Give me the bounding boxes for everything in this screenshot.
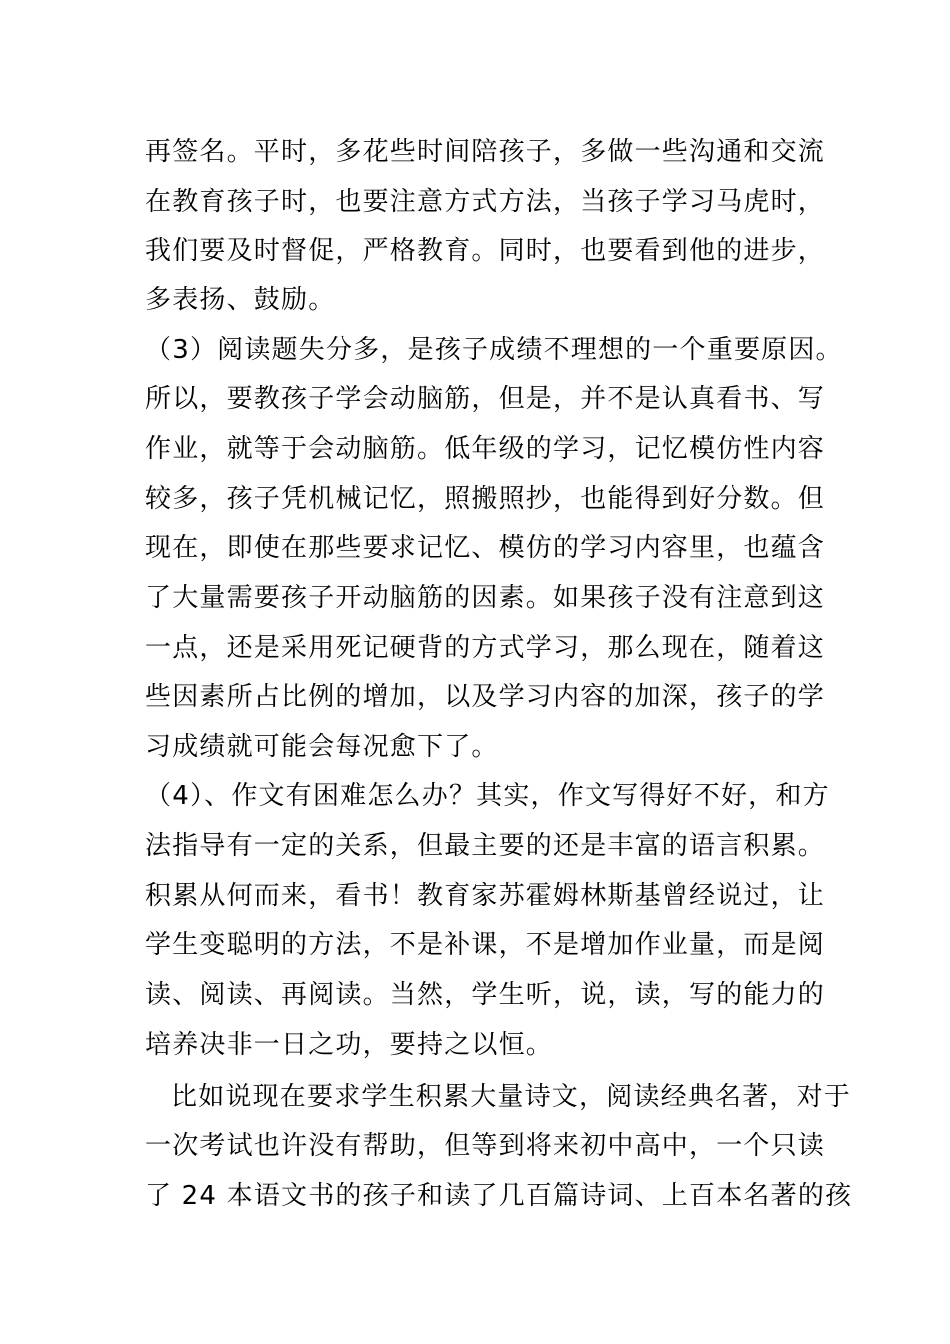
text-line: 积累从何而来，看书！教育家苏霍姆林斯基曾经说过，让	[145, 881, 826, 911]
text-line: 比如说现在要求学生积累大量诗文，阅读经典名著，对于	[171, 1082, 852, 1112]
text-line: （4）、作文有困难怎么办？其实，作文写得好不好，和方	[145, 781, 830, 811]
text-line: 多表扬、鼓励。	[145, 285, 336, 315]
text-line: 法指导有一定的关系，但最主要的还是丰富的语言积累。	[145, 831, 826, 861]
text-line: 些因素所占比例的增加，以及学习内容的加深，孩子的学	[145, 682, 826, 712]
text-line: 所以，要教孩子学会动脑筋，但是，并不是认真看书、写	[145, 384, 826, 414]
text-line: 习成绩就可能会每况愈下了。	[145, 732, 499, 762]
text-line: 培养决非一日之功，要持之以恒。	[145, 1030, 554, 1060]
text-line: 一次考试也许没有帮助，但等到将来初中高中，一个只读	[145, 1131, 826, 1161]
text-line: 学生变聪明的方法，不是补课，不是增加作业量，而是阅	[145, 930, 826, 960]
text-line: 在教育孩子时，也要注意方式方法，当孩子学习马虎时，	[145, 187, 826, 217]
text-line: （3）阅读题失分多，是孩子成绩不理想的一个重要原因。	[145, 335, 843, 365]
text-line: 一点，还是采用死记硬背的方式学习，那么现在，随着这	[145, 633, 826, 663]
text-line: 读、阅读、再阅读。当然，学生听，说，读，写的能力的	[145, 980, 826, 1010]
text-line: 我们要及时督促，严格教育。同时，也要看到他的进步，	[145, 236, 826, 266]
text-line: 再签名。平时，多花些时间陪孩子，多做一些沟通和交流	[145, 137, 826, 167]
text-line: 了大量需要孩子开动脑筋的因素。如果孩子没有注意到这	[145, 583, 826, 613]
text-line: 现在，即使在那些要求记忆、模仿的学习内容里，也蕴含	[145, 533, 826, 563]
text-line: 了 24 本语文书的孩子和读了几百篇诗词、上百本名著的孩	[145, 1181, 853, 1211]
text-line: 作业，就等于会动脑筋。低年级的学习，记忆模仿性内容	[145, 434, 826, 464]
text-line: 较多，孩子凭机械记忆，照搬照抄，也能得到好分数。但	[145, 484, 826, 514]
